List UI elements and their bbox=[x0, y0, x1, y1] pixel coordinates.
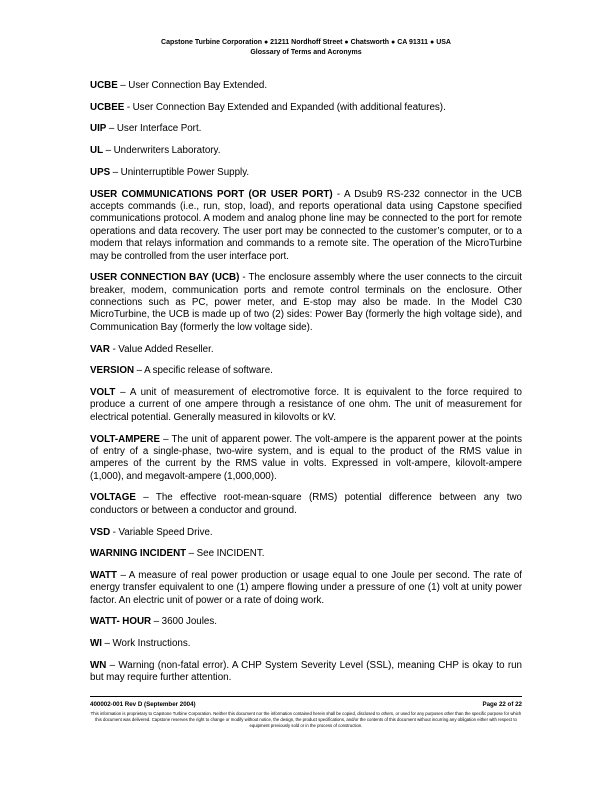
glossary-definition: Variable Speed Drive. bbox=[118, 526, 213, 538]
glossary-definition: User Interface Port. bbox=[116, 123, 202, 135]
glossary-definition: Underwriters Laboratory. bbox=[113, 145, 221, 157]
glossary-term: WN bbox=[90, 659, 107, 671]
glossary-entry bbox=[90, 660, 522, 685]
glossary-separator: – bbox=[186, 548, 197, 560]
glossary-definition: Work Instructions. bbox=[112, 638, 191, 650]
glossary-definition: A measure of real power production or usage equal to one Joule per second. The rate of energy transfer equivalent to one (1) ampere flowing under a pressure of one (1) volt at unity power factor. An electric unit of power or a rate of doing work. bbox=[90, 569, 522, 606]
glossary-definition: 3600 Joules. bbox=[161, 616, 217, 628]
glossary-definition: The enclosure assembly where the user connects to the circuit breaker, modem, communication ports and remote control terminals on the enclosure. Other connections such as PC, power meter, and E-stop may also be made. In the Model C30 MicroTurbine, the UCB is made up of two (2) sides: Power Bay (formerly the high voltage side), and Communication Bay (formerly the low voltage side). bbox=[90, 272, 522, 333]
glossary-separator: – bbox=[151, 616, 162, 628]
glossary-entry bbox=[90, 272, 522, 334]
glossary-term: VOLTAGE bbox=[90, 492, 136, 504]
glossary-term: UL bbox=[90, 145, 104, 157]
glossary-separator: - bbox=[332, 188, 344, 200]
glossary-separator: – bbox=[160, 433, 172, 445]
glossary-definition: Warning (non-fatal error). A CHP System Severity Level (SSL), meaning CHP is okay to run but may require further attention. bbox=[90, 659, 522, 684]
glossary-entry bbox=[90, 123, 522, 135]
glossary-separator: – bbox=[115, 386, 130, 398]
glossary-term: UPS bbox=[90, 166, 111, 178]
glossary-separator: – bbox=[101, 638, 113, 650]
footer-page-number: Page 22 of 22 bbox=[482, 701, 522, 708]
footer-proprietary-notice: This information is proprietary to Capstone Turbine Corporation. Neither this document nor the information contained herein shall be copied, disclosed to others, or used for any purposes other than the specific purpose for which this document was delivered. Capstone reserves the right to change or modify without notice, the design, the product specifications, and/or the contents of this document without incurring any obligation either with respect to equipment previously sold or in the process of construction. bbox=[90, 711, 522, 728]
glossary-separator: – bbox=[110, 166, 121, 178]
glossary-term: UCBEE bbox=[90, 101, 125, 113]
glossary-definition: A Dsub9 RS-232 connector in the UCB accepts commands (i.e., run, stop, load), and reports operational data using Capstone specified communications protocol. A modem and analog phone line may be connected to the port for remote operations and data recovery. The user port may be connected to the customer’s computer, or to a modem that relays information and commands to a remote site. The operation of the MicroTurbine may be controlled from the user interface port. bbox=[90, 188, 523, 262]
glossary-entry bbox=[90, 527, 522, 539]
glossary-definition: The effective root-mean-square (RMS) potential difference between any two conductors or between a conductor and ground. bbox=[90, 492, 522, 516]
glossary-term: VERSION bbox=[90, 365, 135, 377]
glossary-term: USER CONNECTION BAY (UCB) bbox=[90, 272, 240, 284]
glossary-entry bbox=[90, 80, 522, 92]
glossary-separator: - bbox=[239, 272, 249, 284]
glossary-term: WARNING INCIDENT bbox=[90, 548, 187, 560]
glossary-definition: A unit of measurement of electromotive force. It is equivalent to the force required to produce a current of one ampere through a resistance of one ohm. The unit of measurement for electrical potential. Generally measured in kilovolts or kV. bbox=[90, 386, 523, 423]
glossary-definition: See INCIDENT. bbox=[196, 548, 265, 560]
glossary-entry bbox=[90, 570, 522, 607]
glossary-term: WATT bbox=[90, 569, 118, 581]
glossary-entry bbox=[90, 365, 522, 377]
glossary-entry bbox=[90, 102, 522, 114]
glossary-term: VAR bbox=[90, 343, 110, 355]
glossary-separator: – bbox=[117, 80, 129, 91]
glossary-entry bbox=[90, 387, 522, 424]
glossary-term: VOLT bbox=[90, 386, 116, 398]
glossary-definition: Uninterruptible Power Supply. bbox=[120, 166, 250, 178]
glossary-entry bbox=[90, 492, 522, 517]
glossary-separator: – bbox=[106, 123, 117, 135]
glossary-term: WI bbox=[90, 638, 102, 650]
glossary-entry bbox=[90, 344, 522, 356]
glossary-term: VSD bbox=[90, 526, 111, 538]
footer-document-number: 400002-001 Rev D (September 2004) bbox=[90, 701, 196, 708]
glossary-term: UIP bbox=[90, 123, 107, 135]
glossary-definition: The unit of apparent power. The volt-ampere is the apparent power at the points of entry of a single-phase, two-wire system, and is equal to the product of the RMS value in amperes of the current by the RMS value in volts. Expressed in volt-ampere, kilovolt-ampere (1,000), and megavolt-ampere (1,000,000). bbox=[90, 433, 522, 482]
glossary-definition: A specific release of software. bbox=[144, 365, 273, 377]
glossary-definition: User Connection Bay Extended. bbox=[128, 80, 268, 91]
glossary-separator: - bbox=[109, 343, 119, 355]
glossary-term: WATT- HOUR bbox=[90, 616, 152, 628]
glossary-separator: - bbox=[124, 101, 133, 113]
glossary-entry bbox=[90, 548, 522, 560]
glossary-term: UCBE bbox=[90, 80, 118, 91]
glossary-entry bbox=[90, 167, 522, 179]
glossary-separator: - bbox=[110, 526, 119, 538]
glossary-entry bbox=[90, 189, 522, 263]
glossary-term: USER COMMUNICATIONS PORT (OR USER PORT) bbox=[90, 188, 333, 200]
glossary-entry bbox=[90, 638, 522, 650]
glossary-definition: Value Added Reseller. bbox=[118, 343, 214, 355]
header-company-line: Capstone Turbine Corporation ● 21211 Nordhoff Street ● Chatsworth ● CA 91311 ● USA bbox=[161, 39, 451, 46]
glossary-entry bbox=[90, 434, 522, 484]
page-header bbox=[0, 38, 612, 58]
glossary-separator: – bbox=[106, 659, 119, 671]
glossary-entry bbox=[90, 145, 522, 157]
glossary-definition: User Connection Bay Extended and Expanded (with additional features). bbox=[132, 101, 446, 113]
glossary-body bbox=[90, 80, 522, 694]
glossary-separator: – bbox=[134, 365, 145, 377]
glossary-separator: – bbox=[135, 492, 156, 504]
header-document-title: Glossary of Terms and Acronyms bbox=[250, 49, 362, 56]
glossary-separator: – bbox=[103, 145, 114, 157]
glossary-separator: – bbox=[117, 569, 129, 581]
footer-row bbox=[90, 701, 522, 709]
glossary-term: VOLT-AMPERE bbox=[90, 433, 161, 445]
page-footer bbox=[90, 696, 522, 728]
glossary-entry bbox=[90, 616, 522, 628]
